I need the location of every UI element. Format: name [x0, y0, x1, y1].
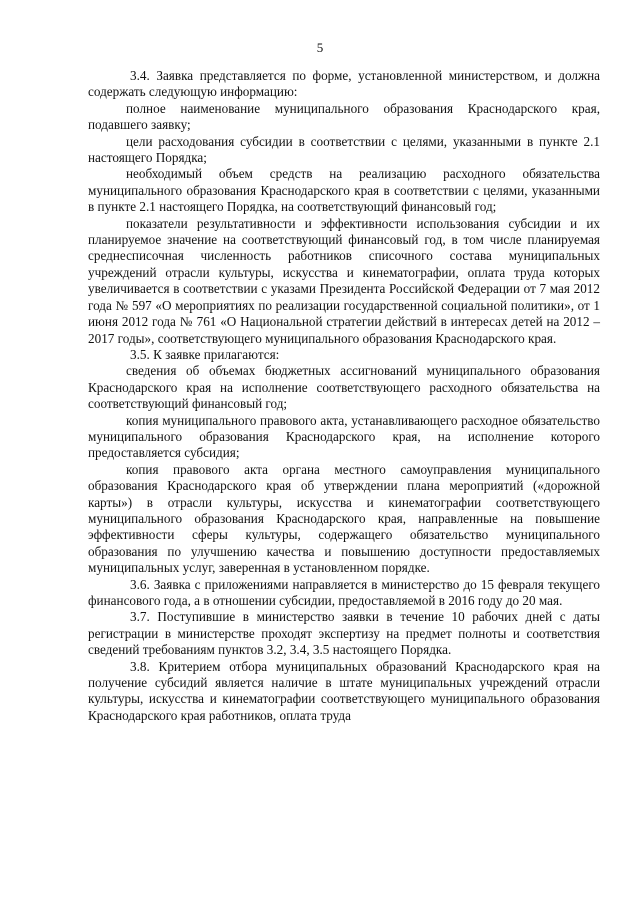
paragraph-3-7: 3.7. Поступившие в министерство заявки в течение 10 рабочих дней с даты регистрации в министерстве проходят экспертизу на предмет полноты и соответствия сведений требованиям пунктов 3.2, 3.4, 3.5 настоящего Порядка.: [88, 609, 600, 658]
paragraph-municipality-name: полное наименование муниципального образования Краснодарского края, подавшего заявку;: [88, 100, 600, 133]
paragraph-3-6: 3.6. Заявка с приложениями направляется в министерство до 15 февраля текущего финансового года, а в отношении субсидии, предоставляемой в 2016 году до 20 мая.: [88, 576, 600, 608]
paragraph-roadmap-copy: копия правового акта органа местного самоуправления муниципального образования Краснодарского края об утверждении плана мероприятий («дорожной карты») в отрасли культуры, искусства и кинематографии соответствующего муниципального образования Краснодарского края, направленные на повышение эффективности сферы культуры, содержащего обязательство муниципального образования по улучшению качества и повышению доступности предоставляемых муниципальных услуг, заверенная в установленном порядке.: [88, 461, 600, 576]
paragraph-performance-indicators: показатели результативности и эффективности использования субсидии и их планируемое значение на соответствующий финансовый год, в том числе планируемая среднесписочная численность работников списочного состава муниципальных учреждений отрасли культуры, искусства и кинематографии, оплата труда которых увеличивается в соответствии с указами Президента Российской Федерации от 7 мая 2012 года № 597 «О мероприятиях по реализации государственной социальной политики», от 1 июня 2012 года № 761 «О Национальной стратегии действий в интересах детей на 2012 – 2017 годы», соответствующего муниципального образования Краснодарского края.: [88, 215, 600, 346]
paragraph-subsidy-goals: цели расходования субсидии в соответствии с целями, указанными в пункте 2.1 настоящего Порядка;: [88, 133, 600, 166]
paragraph-3-4: 3.4. Заявка представляется по форме, установленной министерством, и должна содержать следующую информацию:: [88, 68, 600, 100]
paragraph-3-5: 3.5. К заявке прилагаются:: [130, 346, 280, 362]
document-body: [88, 68, 600, 724]
paragraph-required-funds: необходимый объем средств на реализацию расходного обязательства муниципального образования Краснодарского края в соответствии с целями, указанными в пункте 2.1 настоящего Порядка, на соответствующий финансовый год;: [88, 166, 600, 215]
paragraph-budget-info: сведения об объемах бюджетных ассигнований муниципального образования Краснодарского края на исполнение соответствующего расходного обязательства на соответствующий финансовый год;: [88, 363, 600, 412]
paragraph-3-8: 3.8. Критерием отбора муниципальных образований Краснодарского края на получение субсидий является наличие в штате муниципальных учреждений отрасли культуры, искусства и кинематографии соответствующего муниципального образования Краснодарского края работников, оплата труда: [88, 658, 600, 723]
paragraph-legal-act-copy: копия муниципального правового акта, устанавливающего расходное обязательство муниципального образования Краснодарского края, на исполнение которого предоставляется субсидия;: [88, 412, 600, 461]
page-number: 5: [316, 40, 324, 55]
